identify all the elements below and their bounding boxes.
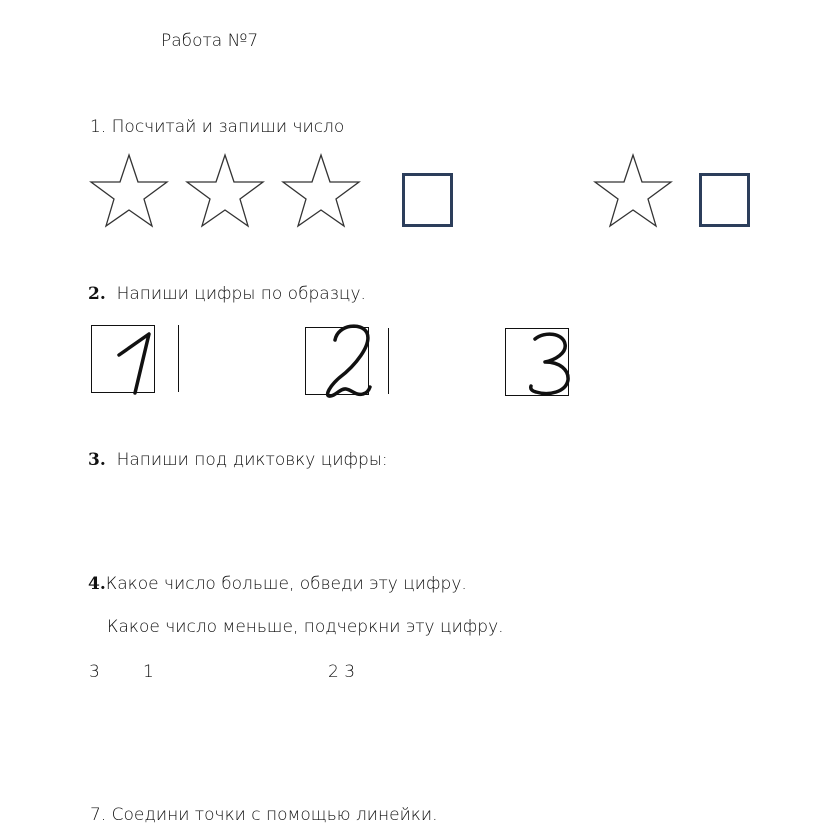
task3-number: 3. [88,450,106,470]
task4-heading [88,574,467,594]
task1-heading [90,117,344,137]
answer-box[interactable] [699,173,750,227]
handwritten-digit-2 [305,318,375,398]
task7-heading [90,805,437,825]
practice-line [178,325,179,392]
handwritten-digit-3 [505,328,569,396]
task1-text: Посчитай и запиши число [111,117,345,137]
star-icon [282,154,360,228]
number-pair-2[interactable]: 2 3 [328,662,356,682]
number-pair-1-second[interactable]: 1 [143,662,154,682]
practice-line [388,328,389,394]
task2-text: Напиши цифры по образцу. [116,284,366,304]
task4-line1: Какое число больше, обведи эту цифру. [105,574,467,594]
star-icon [594,154,672,228]
handwritten-digit-1 [91,325,155,393]
task7-number: 7. [90,805,107,825]
star-icon [90,154,168,228]
star-icon [186,154,264,228]
answer-box[interactable] [402,173,453,227]
task3-text: Напиши под диктовку цифры: [116,450,388,470]
task2-heading [88,284,366,304]
task2-number: 2. [88,284,106,304]
task4-number: 4. [88,574,106,594]
task1-number: 1. [90,117,107,137]
task3-heading [88,450,388,470]
page-title: Работа №7 [161,31,259,51]
task7-text: Соедини точки с помощью линейки. [111,805,438,825]
task4-line2: Какое число меньше, подчеркни эту цифру. [107,617,504,637]
number-pair-1-first[interactable]: 3 [89,662,100,682]
